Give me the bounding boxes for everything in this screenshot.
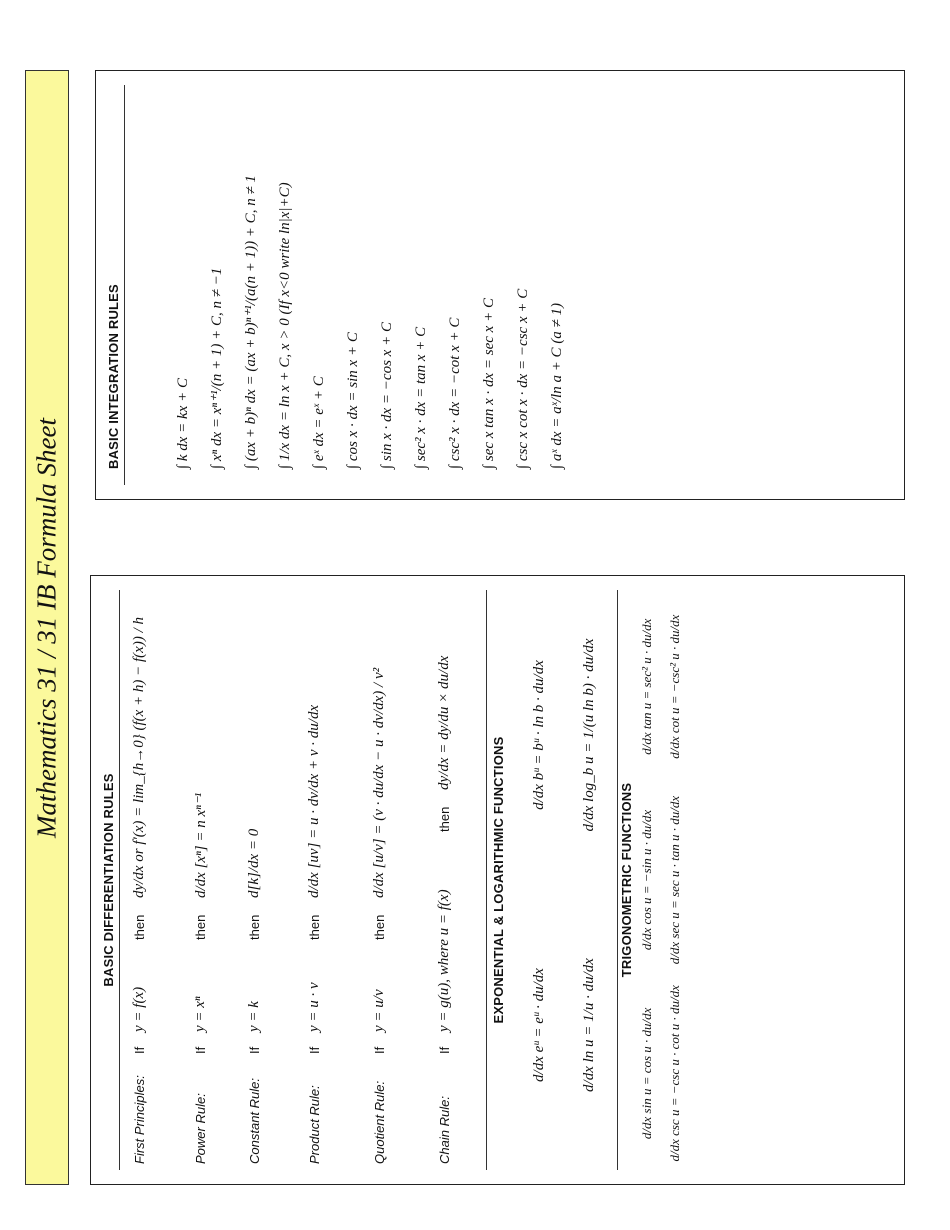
rule-then: then bbox=[437, 806, 452, 832]
rule-row bbox=[371, 596, 388, 1164]
formula: d/dx sec u = sec u · tan u · du/dx bbox=[667, 795, 682, 965]
rule-if: If bbox=[193, 1046, 208, 1054]
integration-formula: ∫ sin x · dx = −cos x + C bbox=[379, 322, 395, 469]
rule-condition: y = u/v bbox=[371, 989, 387, 1032]
exponential-row bbox=[581, 590, 598, 1170]
formula: d/dx sin u = cos u · du/dx bbox=[639, 1007, 654, 1140]
rule-then: then bbox=[307, 914, 322, 940]
rule-row bbox=[306, 596, 323, 1164]
rule-if: If bbox=[247, 1046, 262, 1054]
differentiation-panel bbox=[90, 575, 905, 1185]
rule-condition: y = u · v bbox=[306, 982, 322, 1032]
integration-formula: ∫ 1/x dx = ln x + C, x > 0 (If x<0 write ln|x|+C) bbox=[277, 182, 293, 469]
rule-then: then bbox=[247, 914, 262, 940]
rule-formula: d/dx [u/v] = (v · du/dx − u · dv/dx) / v² bbox=[371, 667, 387, 898]
differentiation-heading: BASIC DIFFERENTIATION RULES bbox=[101, 773, 116, 987]
rule-name: Power Rule: bbox=[193, 1093, 208, 1164]
rule-row bbox=[131, 596, 148, 1164]
rule-row bbox=[246, 596, 263, 1164]
section-divider bbox=[617, 590, 618, 1170]
rule-condition: y = xⁿ bbox=[192, 996, 208, 1032]
integration-formula: ∫ eˣ dx = eˣ + C bbox=[311, 376, 327, 469]
formula: d/dx log_b u = 1/(u ln b) · du/dx bbox=[581, 638, 597, 832]
formula: d/dx bᵘ = bᵘ · ln b · du/dx bbox=[531, 660, 547, 810]
rule-name: Product Rule: bbox=[307, 1085, 322, 1164]
rule-if: If bbox=[437, 1046, 452, 1054]
title-band bbox=[25, 70, 69, 1185]
integration-formula: ∫ cos x · dx = sin x + C bbox=[345, 332, 361, 469]
integration-heading: BASIC INTEGRATION RULES bbox=[106, 284, 121, 469]
section-divider bbox=[486, 590, 487, 1170]
integration-formula: ∫ k dx = kx + C bbox=[175, 378, 191, 469]
integration-formula: ∫ xⁿ dx = xⁿ⁺¹/(n + 1) + C, n ≠ −1 bbox=[209, 267, 225, 469]
integration-formula: ∫ (ax + b)ⁿ dx = (ax + b)ⁿ⁺¹/(a(n + 1)) + C, n ≠ 1 bbox=[243, 175, 259, 469]
integration-panel bbox=[95, 70, 905, 500]
rule-condition: y = k bbox=[246, 1001, 262, 1032]
rule-name: Quotient Rule: bbox=[372, 1080, 387, 1164]
rule-name: Constant Rule: bbox=[247, 1078, 262, 1164]
differentiation-content bbox=[91, 576, 904, 1184]
heading-divider bbox=[119, 590, 120, 1170]
integration-formula: ∫ sec x tan x · dx = sec x + C bbox=[481, 298, 497, 469]
formula: d/dx eᵘ = eᵘ · du/dx bbox=[531, 968, 547, 1082]
rule-row bbox=[191, 596, 210, 1164]
formula: d/dx cos u = −sin u · du/dx bbox=[639, 809, 654, 951]
rule-formula: dy/dx or f′(x) = lim_{h→0} (f(x + h) − f(x)) / h bbox=[131, 617, 147, 898]
rule-condition: y = f(x) bbox=[131, 986, 147, 1032]
rule-then: then bbox=[193, 914, 208, 940]
page-title: Mathematics 31 / 31 IB Formula Sheet bbox=[31, 417, 62, 838]
rule-then: then bbox=[132, 914, 147, 940]
formula: d/dx ln u = 1/u · du/dx bbox=[581, 958, 597, 1092]
exponential-heading: EXPONENTIAL & LOGARITHMIC FUNCTIONS bbox=[491, 736, 506, 1024]
rule-formula: dy/dx = dy/du × du/dx bbox=[436, 655, 452, 790]
trig-heading: TRIGONOMETRIC FUNCTIONS bbox=[619, 782, 634, 978]
rule-if: If bbox=[132, 1046, 147, 1054]
integration-content bbox=[96, 71, 904, 499]
integration-formula: ∫ sec² x · dx = tan x + C bbox=[413, 326, 429, 469]
rule-formula: d/dx [uv] = u · dv/dx + v · du/dx bbox=[306, 704, 322, 898]
rule-then: then bbox=[372, 914, 387, 940]
trig-row bbox=[667, 590, 683, 1170]
integration-formula: ∫ csc² x · dx = −cot x + C bbox=[447, 317, 463, 469]
formula: d/dx tan u = sec² u · du/dx bbox=[639, 618, 654, 755]
integration-formula: ∫ csc x cot x · dx = −csc x + C bbox=[515, 288, 531, 469]
heading-divider bbox=[124, 85, 125, 485]
rule-name: Chain Rule: bbox=[437, 1096, 452, 1164]
formula: d/dx csc u = −csc u · cot u · du/dx bbox=[667, 985, 682, 1162]
rule-formula: d[k]/dx = 0 bbox=[246, 828, 262, 898]
exponential-row bbox=[531, 590, 548, 1170]
rule-if: If bbox=[307, 1046, 322, 1054]
rule-row bbox=[436, 596, 453, 1164]
rule-condition: y = g(u), where u = f(x) bbox=[436, 889, 452, 1032]
integration-list bbox=[166, 91, 574, 469]
formula: d/dx cot u = −csc² u · du/dx bbox=[667, 614, 682, 759]
rule-if: If bbox=[372, 1046, 387, 1054]
rule-name: First Principles: bbox=[132, 1075, 147, 1164]
trig-row bbox=[639, 590, 655, 1170]
integration-formula: ∫ aˣ dx = aˣ/ln a + C (a ≠ 1) bbox=[549, 302, 565, 469]
rule-formula: d/dx [xⁿ] = n xⁿ⁻¹ bbox=[193, 792, 209, 898]
